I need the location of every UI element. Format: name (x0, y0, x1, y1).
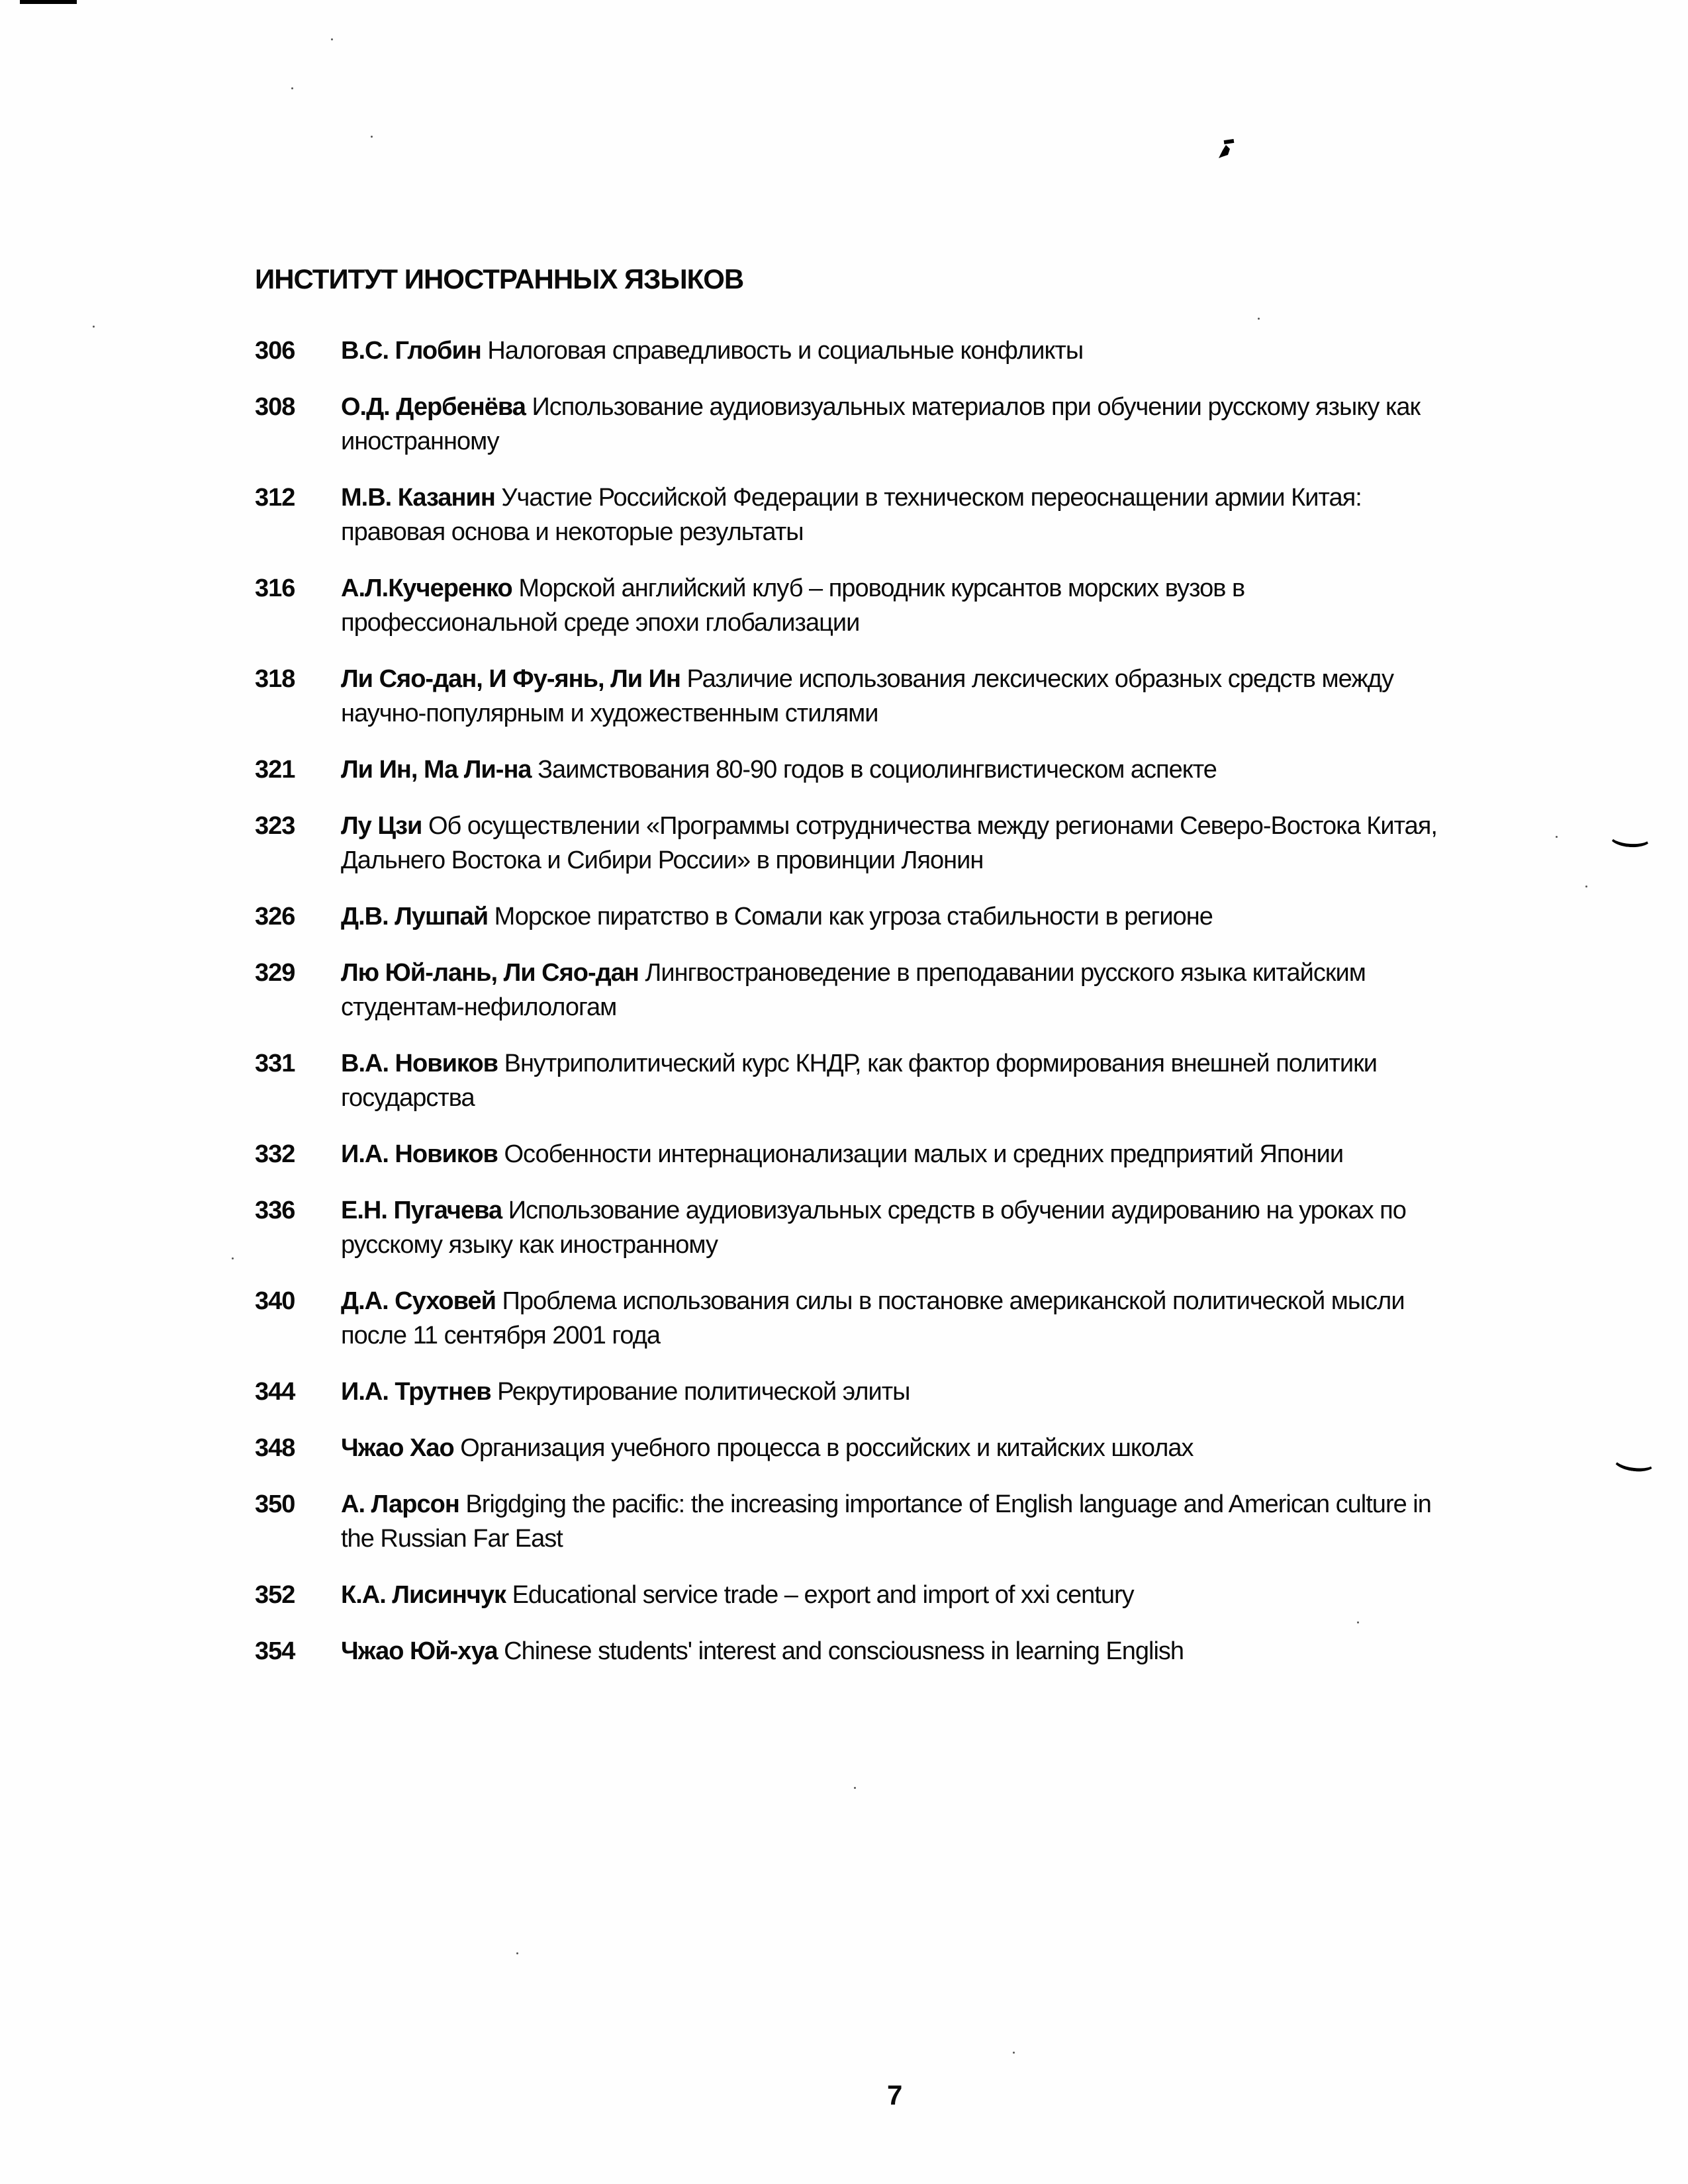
entry-authors: В.С. Глобин (341, 337, 481, 365)
entry-title: Использование аудиовизуальных средств в обучении аудированию на уроках по русскому языку как иностранному (341, 1197, 1406, 1259)
toc-entry (255, 956, 1473, 1024)
toc-entry (255, 1046, 1473, 1115)
entry-page-number: 329 (255, 959, 295, 987)
scan-speckle (1585, 886, 1587, 887)
entry-authors: И.А. Трутнев (341, 1378, 491, 1406)
entry-title: Chinese students' interest and consciousness in learning English (504, 1637, 1184, 1665)
scan-speckle (1556, 836, 1558, 838)
entry-authors: Чжао Юй-хуа (341, 1637, 498, 1665)
entry-authors: А. Ларсон (341, 1490, 459, 1518)
entry-title: Организация учебного процесса в российских и китайских школах (460, 1434, 1194, 1462)
entry-title: Морское пиратство в Сомали как угроза стабильности в регионе (494, 903, 1213, 931)
entry-title: Brigdging the pacific: the increasing importance of English language and American culture in the Russian Far East (341, 1490, 1431, 1553)
entry-text (341, 956, 1466, 1024)
toc-entry (255, 1487, 1473, 1556)
entry-title: Особенности интернационализации малых и средних предприятий Японии (504, 1140, 1344, 1168)
toc-entry (255, 1431, 1473, 1465)
ink-blot-mark (1217, 145, 1230, 158)
entry-text (341, 1487, 1466, 1556)
entry-page-number: 350 (255, 1490, 295, 1518)
entry-title: Рекрутирование политической элиты (497, 1378, 910, 1406)
entry-text (341, 1137, 1466, 1171)
entry-title: Участие Российской Федерации в техническом переоснащении армии Китая: правовая основа и некоторые результаты (341, 484, 1362, 546)
toc-entry (255, 662, 1473, 731)
scan-speckle (291, 87, 293, 89)
scan-speckle (331, 38, 333, 40)
toc-section (255, 263, 1473, 1690)
toc-entry (255, 1193, 1473, 1262)
scan-speckle (371, 136, 373, 138)
entry-page-number: 312 (255, 484, 295, 512)
toc-entry (255, 899, 1473, 934)
entry-page-number: 308 (255, 393, 295, 421)
entry-authors: Ли Сяо-дан, И Фу-янь, Ли Ин (341, 665, 680, 693)
entry-title: Морской английский клуб – проводник курсантов морских вузов в профессиональной среде эпохи глобализации (341, 574, 1245, 637)
entry-authors: М.В. Казанин (341, 484, 495, 512)
scan-speckle (232, 1257, 234, 1259)
entry-page-number: 354 (255, 1637, 295, 1665)
entry-text (341, 1046, 1466, 1115)
entry-text (341, 662, 1466, 731)
entry-title: Лингвострановедение в преподавании русского языка китайским студентам-нефилологам (341, 959, 1366, 1021)
entry-text (341, 752, 1466, 787)
entry-title: Различие использования лексических образных средств между научно-популярным и художественным стилями (341, 665, 1393, 727)
entry-page-number: 321 (255, 756, 295, 784)
entry-authors: Д.В. Лушпай (341, 903, 489, 931)
entry-title: Проблема использования силы в постановке американской политической мысли после 11 сентября 2001 года (341, 1287, 1405, 1349)
section-heading: ИНСТИТУТ ИНОСТРАННЫХ ЯЗЫКОВ (255, 263, 744, 295)
entry-authors: А.Л.Кучеренко (341, 574, 512, 602)
pen-swash-mark (1609, 826, 1652, 848)
entry-authors: Д.А. Суховей (341, 1287, 496, 1315)
entry-authors: И.А. Новиков (341, 1140, 498, 1168)
entry-text (341, 334, 1466, 368)
entry-page-number: 331 (255, 1050, 295, 1077)
entry-text (341, 1375, 1466, 1409)
entry-title: Использование аудиовизуальных материалов при обучении русскому языку как иностранному (341, 393, 1421, 455)
entry-authors: Е.Н. Пугачева (341, 1197, 502, 1224)
toc-entry (255, 571, 1473, 640)
entry-page-number: 340 (255, 1287, 295, 1315)
entry-text (341, 1634, 1466, 1668)
entry-page-number: 336 (255, 1197, 295, 1224)
entry-title: Налоговая справедливость и социальные конфликты (487, 337, 1084, 365)
entry-page-number: 323 (255, 812, 295, 840)
toc-entry (255, 1634, 1473, 1668)
entry-title: Заимствования 80-90 годов в социолингвистическом аспекте (538, 756, 1217, 784)
entry-authors: Лю Юй-лань, Ли Сяо-дан (341, 959, 639, 987)
entry-page-number: 344 (255, 1378, 295, 1406)
entry-title: Educational service trade – export and import of xxi century (512, 1581, 1134, 1609)
scan-speckle (93, 326, 95, 328)
entry-page-number: 326 (255, 903, 295, 931)
toc-entry (255, 480, 1473, 549)
footer-page-number: 7 (887, 2079, 903, 2111)
entry-text (341, 809, 1466, 878)
entry-title: Об осуществлении «Программы сотрудничества между регионами Северо-Востока Китая, Дальнего Востока и Сибири России» в провинции Ляонин (341, 812, 1437, 874)
entry-page-number: 348 (255, 1434, 295, 1462)
entry-title: Внутриполитический курс КНДР, как фактор формирования внешней политики государства (341, 1050, 1377, 1112)
entry-text (341, 1284, 1466, 1353)
entry-text (341, 1193, 1466, 1262)
entry-page-number: 352 (255, 1581, 295, 1609)
entry-page-number: 316 (255, 574, 295, 602)
toc-entry (255, 752, 1473, 787)
entry-authors: Ли Ин, Ма Ли-на (341, 756, 532, 784)
toc-entry (255, 1578, 1473, 1612)
entry-text (341, 1431, 1466, 1465)
scan-speckle (516, 1952, 518, 1954)
toc-entry (255, 1137, 1473, 1171)
entry-text (341, 1578, 1466, 1612)
toc-list (255, 334, 1473, 1668)
entry-text (341, 899, 1466, 934)
scan-speckle (854, 1787, 856, 1789)
entry-text (341, 480, 1466, 549)
entry-authors: В.А. Новиков (341, 1050, 498, 1077)
entry-authors: О.Д. Дербенёва (341, 393, 526, 421)
entry-page-number: 332 (255, 1140, 295, 1168)
entry-authors: Лу Цзи (341, 812, 422, 840)
toc-entry (255, 1375, 1473, 1409)
scan-artifact-corner-bar (20, 0, 77, 4)
scan-speckle (1013, 2052, 1015, 2054)
entry-page-number: 306 (255, 337, 295, 365)
pen-swash-mark (1612, 1449, 1656, 1474)
entry-text (341, 390, 1466, 459)
toc-entry (255, 1284, 1473, 1353)
entry-authors: Чжао Хао (341, 1434, 454, 1462)
entry-text (341, 571, 1466, 640)
entry-page-number: 318 (255, 665, 295, 693)
toc-entry (255, 390, 1473, 459)
entry-authors: К.А. Лисинчук (341, 1581, 506, 1609)
ink-blot-mark (1224, 139, 1235, 144)
toc-entry (255, 334, 1473, 368)
toc-entry (255, 809, 1473, 878)
